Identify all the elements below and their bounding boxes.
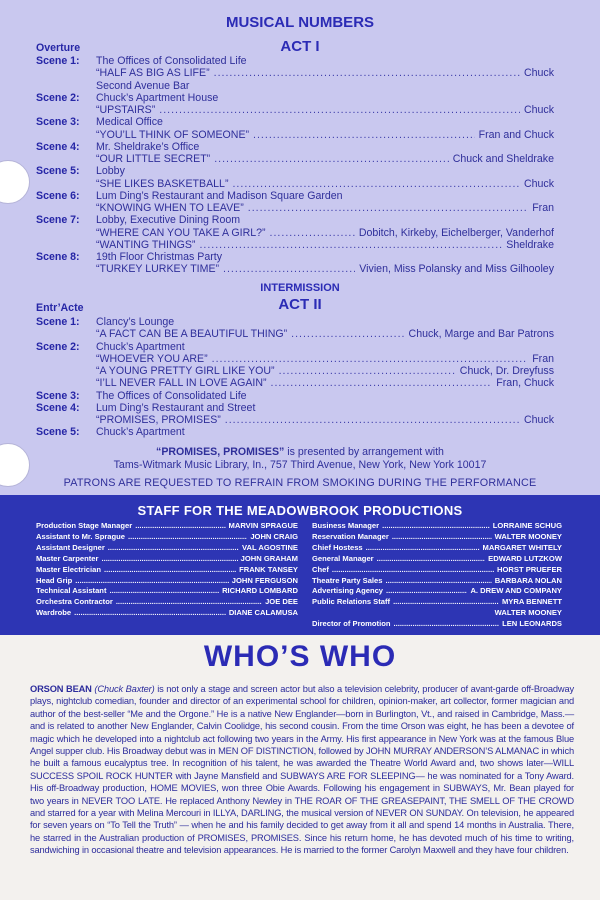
staff-role: Business Manager [312, 521, 380, 530]
staff-name: WALTER MOONEY [494, 608, 562, 618]
credit-show-title: “PROMISES, PROMISES” [156, 446, 285, 458]
performers: Fran and Chuck [478, 128, 554, 141]
song-title: “KNOWING WHEN TO LEAVE” [96, 202, 244, 214]
staff-role: Chief Hostess [312, 542, 363, 552]
scene-label: Scene 1: [36, 55, 80, 67]
dot-leader [104, 565, 236, 575]
act-one-heading: ACT I [280, 38, 320, 55]
staff-role: Assistant Designer [36, 542, 105, 552]
staff-role: Orchestra Contractor [36, 597, 113, 607]
staff-row [312, 565, 562, 575]
staff-role: Head Grip [36, 575, 73, 585]
overture-label: Overture [36, 42, 81, 54]
whos-who-title: WHO’S WHO [203, 640, 397, 673]
scene-location: Lum Ding’s Restaurant and Madison Square Garden [96, 189, 343, 202]
performers: Chuck and Sheldrake [452, 153, 554, 165]
staff-name: JOHN GRAHAM [240, 553, 298, 563]
song-title: “UPSTAIRS” [96, 104, 156, 116]
dot-leader [270, 227, 355, 239]
scene-location: Medical Office [96, 116, 163, 129]
staff-row [36, 554, 298, 564]
scene-label: Scene 3: [36, 389, 80, 402]
staff-row [312, 597, 562, 607]
staff-name: FRANK TANSEY [239, 564, 298, 574]
performers: Fran [532, 352, 554, 365]
dot-leader [386, 586, 467, 596]
scene-label: Scene 7: [36, 214, 80, 227]
scene-label: Scene 5: [36, 165, 80, 178]
dot-leader [271, 377, 493, 389]
scene-location: The Offices of Consolidated Life [96, 55, 247, 67]
orson-bean-bio [30, 683, 574, 857]
staff-role: Chef [312, 564, 329, 574]
dot-leader [332, 565, 494, 575]
performers: Fran [532, 202, 554, 214]
dot-leader [253, 129, 475, 141]
staff-row [312, 521, 562, 531]
performers: Sheldrake [506, 238, 554, 251]
song-title: “WHOEVER YOU ARE” [96, 352, 208, 365]
staff-name: WALTER MOONEY [494, 531, 562, 541]
dot-leader [225, 414, 520, 426]
staff-row [36, 521, 298, 531]
credit-line-2: Tams-Witmark Music Library, In., 757 Third Avenue, New York, New York 10017 [113, 459, 487, 471]
dot-leader [382, 521, 490, 531]
dot-leader [392, 532, 492, 542]
staff-role: Reservation Manager [312, 531, 389, 541]
song-title: “TURKEY LURKEY TIME” [96, 263, 220, 276]
performers: Chuck [523, 104, 554, 116]
dot-leader [223, 263, 355, 275]
credit-rest: is presented by arrangement with [284, 446, 444, 458]
scene-location: Mr. Sheldrake’s Office [96, 140, 200, 153]
staff-name: DIANE CALAMUSA [228, 608, 298, 618]
performers: Chuck [523, 67, 554, 80]
staff-role: Advertising Agency [312, 586, 384, 596]
song-title: “A YOUNG PRETTY GIRL LIKE YOU” [96, 365, 275, 377]
scene-location: Chuck’s Apartment [96, 426, 185, 439]
scene-label: Scene 4: [36, 140, 80, 153]
bio-text: is not only a stage and screen actor but also a television celebrity, producer of avant-garde off-Broadway plays, nightclub comedian, founder and director of an experimental school for children, opinion-maker, art collector, former magician and author of the best-seller “Me and the Orgone.” He is a native New Englander—born in Burlington, Vt., and raised in Cambridge, Mass.—and is related to another New Englander, Calvin Coolidge, his second cousin. From the time Orson was eight, he has been a devotee of magic which he developed into a nightclub act following two years in the Army. His first appearance in New York was at the famous Blue Angel supper club. His Broadway debut was in MEN OF DISTINCTION, followed by JOHN MURRAY ANDERSON’S ALMANAC in which he built a famous eucalyptus tree. In recognition of his talent, he was awarded the Theatre World Award and, two shows later—WILL SUCCESS SPOIL ROCK HUNTER with Jayne Mansfield and SUBWAYS ARE FOR SLEEPING— he was nominated for a Tony Award. His off-Broadway production, HOME MOVIES, won three Obie Awards. Following his engagement in SUBWAYS, Mr. Bean played for two years in NEVER TOO LATE. He replaced Anthony Newley in THE ROAR OF THE GREASEPAINT, THE SMELL OF THE CROWD and starred for a year with Melina Mercouri in ILLYA, DARLING, the musical version of NEVER ON SUNDAY. On television, he appeared for seven years on “To Tell the Truth” — when he and his family decided to get away from it all and spend 14 months in Australia. There, he starred in the Australian production of PROMISES, PROMISES. Since his return home, he has devoted much of his time to writing, sandwiching in occasional theatre and television appearances. He is married to the former Carolyn Maxwell and they have four children. [30, 684, 574, 856]
staff-role: Master Carpenter [36, 553, 99, 563]
staff-row [36, 586, 298, 596]
staff-role: Wardrobe [36, 608, 72, 618]
staff-row [312, 619, 562, 629]
dot-leader [291, 328, 404, 340]
staff-name: LORRAINE SCHUG [492, 521, 562, 530]
dot-leader [101, 554, 237, 564]
scene-location: Clancy’s Lounge [96, 316, 175, 328]
staff-name: MARVIN SPRAGUE [228, 521, 298, 530]
performers: Chuck [523, 177, 554, 190]
performers: Chuck, Dr. Dreyfuss [459, 365, 554, 377]
song-title: “I’LL NEVER FALL IN LOVE AGAIN” [96, 377, 267, 390]
song-title: “HALF AS BIG AS LIFE” [96, 67, 210, 80]
musical-numbers-title: MUSICAL NUMBERS [225, 14, 375, 31]
staff-row [36, 543, 298, 553]
dot-leader [377, 554, 486, 564]
dot-leader [248, 202, 528, 214]
staff-row [36, 597, 298, 607]
staff-name: A. DREW AND COMPANY [470, 586, 562, 596]
scene-location: Lum Ding’s Restaurant and Street [96, 401, 256, 414]
song-title: “WHERE CAN YOU TAKE A GIRL?” [96, 226, 266, 239]
staff-name: VAL AGOSTINE [242, 542, 298, 552]
song-title: “A FACT CAN BE A BEAUTIFUL THING” [96, 328, 288, 341]
performers: Chuck, Marge and Bar Patrons [408, 328, 554, 341]
dot-leader [199, 239, 502, 251]
staff-role: Director of Promotion [312, 619, 391, 629]
performers: Dobitch, Kirkeby, Eichelberger, Vanderhof [358, 226, 554, 239]
scene-label: Scene 2: [36, 91, 80, 104]
dot-leader [116, 597, 262, 607]
song-title: “OUR LITTLE SECRET” [96, 153, 211, 165]
staff-role: Assistant to Mr. Sprague [36, 531, 126, 541]
intermission-label: INTERMISSION [260, 282, 340, 294]
staff-name: MYRA BENNETT [501, 597, 562, 607]
credit-line-1 [0, 446, 600, 458]
staff-name: HORST PRUEFER [497, 564, 562, 574]
dot-leader [128, 532, 247, 542]
staff-role: Public Relations Staff [312, 597, 391, 607]
staff-row [36, 532, 298, 542]
bio-role: (Chuck Baxter) [94, 684, 155, 694]
scene-label: Scene 5: [36, 426, 80, 439]
staff-role: Theatre Party Sales [312, 575, 383, 585]
staff-row [312, 532, 562, 542]
scene-label: Scene 6: [36, 189, 80, 202]
scene-location: Chuck’s Apartment [96, 340, 185, 353]
dot-leader [386, 576, 492, 586]
dot-leader [214, 153, 449, 165]
staff-name: EDWARD LUTZKOW [488, 553, 562, 563]
scene-label: Scene 3: [36, 116, 80, 129]
staff-row [312, 554, 562, 564]
bio-name: ORSON BEAN [30, 684, 92, 694]
staff-name: RICHARD LOMBARD [222, 586, 298, 596]
staff-name: JOHN FERGUSON [231, 575, 298, 585]
performers: Fran, Chuck [496, 377, 554, 390]
dot-leader [74, 608, 226, 618]
staff-title: STAFF FOR THE MEADOWBROOK PRODUCTIONS [137, 503, 463, 518]
entracte-label: Entr’Acte [36, 302, 84, 314]
staff-role: General Manager [312, 553, 374, 563]
dot-leader [279, 365, 456, 377]
scene-location: Second Avenue Bar [96, 79, 190, 92]
staff-row [312, 576, 562, 586]
dot-leader [108, 543, 239, 553]
act-two-heading: ACT II [278, 296, 322, 313]
staff-band [0, 495, 600, 635]
staff-row [36, 565, 298, 575]
scene-location: Chuck’s Apartment House [96, 91, 219, 104]
song-title: “SHE LIKES BASKETBALL” [96, 177, 229, 190]
staff-row [312, 586, 562, 596]
scene-location: 19th Floor Christmas Party [96, 251, 222, 263]
song-title: “YOU’LL THINK OF SOMEONE” [96, 128, 250, 141]
performers: Chuck [523, 414, 554, 426]
dot-leader [366, 543, 480, 553]
staff-name: JOHN CRAIG [250, 531, 298, 541]
song-title: “PROMISES, PROMISES” [96, 414, 221, 426]
scene-label: Scene 2: [36, 340, 80, 353]
dot-leader [135, 521, 225, 531]
dot-leader [109, 586, 219, 596]
dot-leader [393, 619, 499, 629]
staff-row [36, 608, 298, 618]
staff-name: JOE DEE [265, 597, 298, 607]
scene-location: The Offices of Consolidated Life [96, 389, 247, 402]
staff-role: Technical Assistant [36, 586, 107, 596]
staff-row [312, 543, 562, 553]
staff-role: Production Stage Manager [36, 521, 133, 530]
scene-location: Lobby [96, 165, 125, 178]
scene-label: Scene 4: [36, 401, 80, 414]
scene-label: Scene 8: [36, 251, 80, 263]
dot-leader [232, 178, 519, 190]
staff-row [312, 608, 562, 618]
staff-name: MARGARET WHITELY [482, 542, 562, 552]
dot-leader [212, 353, 529, 365]
smoking-notice: PATRONS ARE REQUESTED TO REFRAIN FROM SMOKING DURING THE PERFORMANCE [63, 477, 537, 489]
dot-leader [393, 597, 499, 607]
staff-name: BARBARA NOLAN [494, 575, 562, 585]
dot-leader [159, 104, 520, 116]
scene-label: Scene 1: [36, 316, 80, 328]
dot-leader [214, 67, 520, 79]
song-title: “WANTING THINGS” [96, 238, 196, 251]
scene-location: Lobby, Executive Dining Room [96, 214, 241, 227]
dot-leader [75, 576, 228, 586]
performers: Vivien, Miss Polansky and Miss Gilhooley [359, 263, 554, 276]
staff-role: Master Electrician [36, 564, 101, 574]
staff-row [36, 576, 298, 586]
staff-name: LEN LEONARDS [502, 619, 562, 629]
